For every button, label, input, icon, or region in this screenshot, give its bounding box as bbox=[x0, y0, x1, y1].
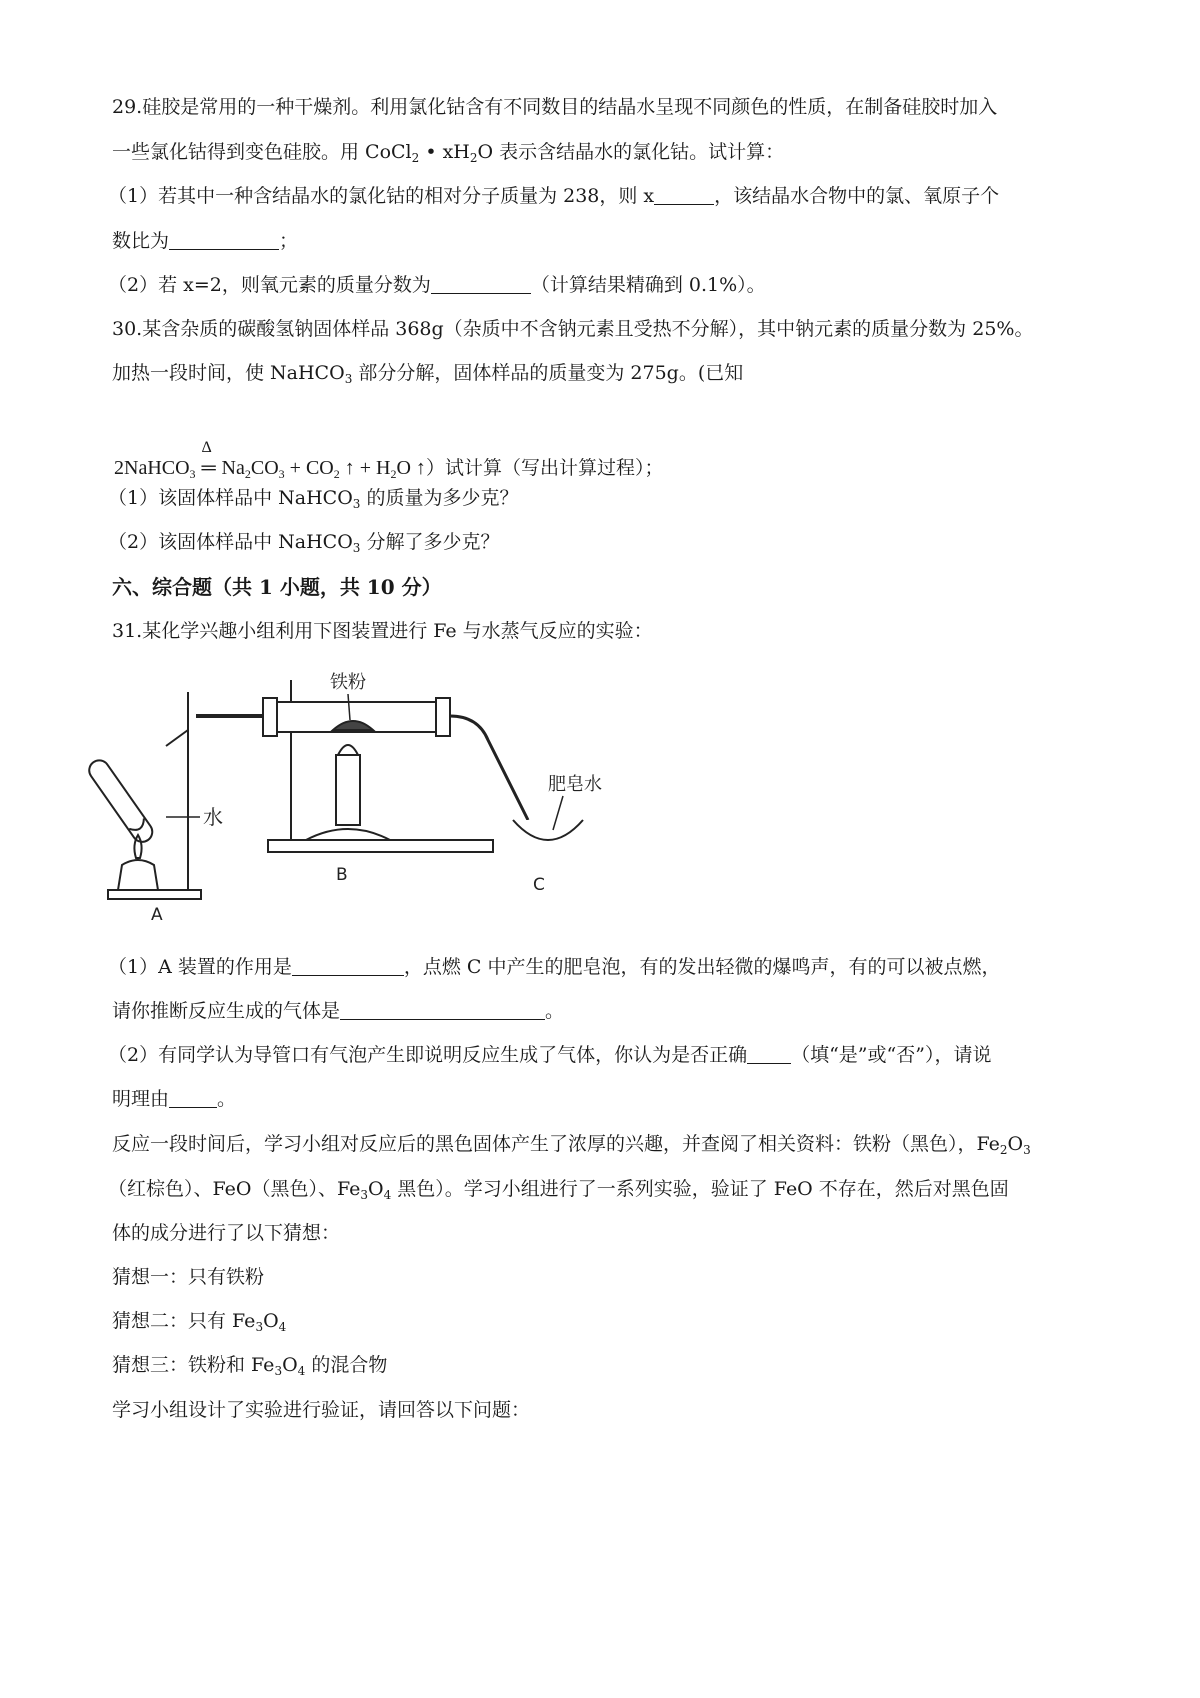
q29-part-2 bbox=[108, 272, 766, 298]
q30-sub-b: 3 bbox=[344, 372, 353, 386]
eq-product-1b-sub: 3 bbox=[278, 467, 285, 481]
answer-blank-yes-no[interactable] bbox=[747, 1045, 791, 1064]
answer-blank-x[interactable] bbox=[654, 186, 714, 205]
guess-2 bbox=[112, 1308, 286, 1334]
stopper-left bbox=[263, 698, 277, 736]
label-b: B bbox=[336, 865, 348, 885]
eq-reactant-sub: 3 bbox=[189, 467, 196, 481]
q29-line-2 bbox=[112, 139, 784, 165]
eq-reactant: 2NaHCO bbox=[114, 457, 190, 479]
q29-p1-text-a: （1）若其中一种含结晶水的氯化钴的相对分子质量为 238，则 x bbox=[108, 185, 655, 207]
answer-blank-device-a[interactable] bbox=[292, 957, 404, 976]
q31-intro bbox=[112, 618, 653, 644]
q31-info-1 bbox=[112, 1131, 1031, 1157]
q29-part-1-cont bbox=[112, 228, 298, 254]
q31-info1-b: 2 bbox=[999, 1143, 1008, 1157]
eq-gas-arrow: ↑ + bbox=[339, 457, 377, 479]
q30-p2-text-c: 分解了多少克？ bbox=[360, 531, 500, 553]
q31-info2-e: 黑色）。学习小组进行了一系列实验，验证了 FeO 不存在，然后对黑色固 bbox=[391, 1178, 1009, 1200]
q31-info2-b: 3 bbox=[360, 1188, 368, 1202]
q31-info2-c: O bbox=[368, 1178, 384, 1200]
stopper-right bbox=[436, 698, 450, 736]
guess-2-a: 猜想二：只有 Fe bbox=[112, 1310, 256, 1332]
eq-product-2: CO bbox=[305, 457, 334, 479]
guess-3-b: 3 bbox=[274, 1364, 283, 1378]
q31-p1-text-b: ，点燃 C 中产生的肥皂泡，有的发出轻微的爆鸣声，有的可以被点燃， bbox=[403, 956, 1001, 978]
q29-text-e: O 表示含结晶水的氯化钴。试计算： bbox=[477, 141, 785, 163]
q29-line-1-text: 29.硅胶是常用的一种干燥剂。利用氯化钴含有不同数目的结晶水呈现不同颜色的性质，在制备硅胶时加入 bbox=[112, 96, 998, 118]
q29-p1-text-c: 数比为 bbox=[112, 230, 170, 252]
eq-product-3-sub: 2 bbox=[390, 467, 397, 481]
q31-part-2 bbox=[108, 1042, 991, 1068]
section-heading bbox=[112, 574, 442, 600]
equals-symbol: ═ bbox=[201, 457, 216, 479]
q31-part-2-cont bbox=[112, 1086, 236, 1112]
guess-1 bbox=[112, 1264, 264, 1290]
q31-intro-text: 31.某化学兴趣小组利用下图装置进行 Fe 与水蒸气反应的实验： bbox=[112, 620, 653, 642]
eq-product-2-sub: 2 bbox=[333, 467, 340, 481]
q29-sub-d: 2 bbox=[469, 151, 478, 165]
q31-part-1 bbox=[108, 954, 1000, 980]
section-heading-text: 六、综合题（共 1 小题，共 10 分） bbox=[112, 575, 442, 599]
q31-p2-text-c: 明理由 bbox=[112, 1088, 170, 1110]
eq-tail-text: ）试计算（写出计算过程）； bbox=[425, 457, 664, 479]
label-c: C bbox=[533, 875, 545, 895]
eq-heat-sign bbox=[196, 439, 222, 480]
q29-p2-text-b: （计算结果精确到 0.1%）。 bbox=[530, 274, 766, 296]
q29-p1-text-d: ； bbox=[279, 230, 299, 252]
guess-3-e: 的混合物 bbox=[305, 1354, 388, 1376]
q31-info1-a: 反应一段时间后，学习小组对反应后的黑色固体产生了浓厚的兴趣，并查阅了相关资料：铁粉（黑色），Fe bbox=[112, 1133, 1000, 1155]
eq-product-1a: Na bbox=[221, 457, 245, 479]
guess-3-c: O bbox=[282, 1354, 298, 1376]
eq-product-1a-sub: 2 bbox=[244, 467, 251, 481]
q30-p1-text-c: 的质量为多少克？ bbox=[360, 487, 519, 509]
eq-plus: + bbox=[284, 457, 306, 479]
stand-b-base bbox=[268, 840, 493, 852]
delivery-tube-bc bbox=[450, 716, 528, 820]
q31-p1-text-d: 。 bbox=[545, 1000, 565, 1022]
alcohol-lamp-a bbox=[118, 860, 158, 890]
guess-2-d: 4 bbox=[278, 1320, 287, 1334]
q30-p1-text-a: （1）该固体样品中 NaHCO bbox=[108, 487, 353, 509]
q30-part-1 bbox=[108, 485, 518, 511]
q31-p2-text-a: （2）有同学认为导管口有气泡产生即说明反应生成了气体，你认为是否正确 bbox=[108, 1044, 748, 1066]
chemical-equation bbox=[114, 439, 664, 481]
q31-info2-d: 4 bbox=[383, 1188, 392, 1202]
q29-line-1 bbox=[112, 94, 997, 120]
q31-info3-text: 体的成分进行了以下猜想： bbox=[112, 1222, 341, 1244]
label-soapy-water: 肥皂水 bbox=[548, 774, 602, 795]
guess-3-a: 猜想三：铁粉和 Fe bbox=[112, 1354, 275, 1376]
q29-text-a: 一些氯化钴得到变色硅胶。用 CoCl bbox=[112, 141, 412, 163]
stand-a-base bbox=[108, 890, 201, 899]
answer-blank-mass-fraction[interactable] bbox=[431, 275, 531, 294]
q29-part-1 bbox=[108, 183, 999, 209]
guess-2-b: 3 bbox=[255, 1320, 264, 1334]
q30-line-1-text: 30.某含杂质的碳酸氢钠固体样品 368g（杂质中不含钠元素且受热不分解），其中钠元素的质量分数为 25%。 bbox=[112, 318, 1034, 340]
evaporating-dish bbox=[513, 820, 583, 840]
q30-line-1 bbox=[112, 316, 1033, 342]
answer-blank-reason[interactable] bbox=[169, 1089, 217, 1108]
eq-product-3: H bbox=[376, 457, 391, 479]
q31-info-2 bbox=[108, 1176, 1009, 1202]
q31-closing bbox=[112, 1397, 530, 1423]
answer-blank-gas[interactable] bbox=[340, 1001, 545, 1020]
q30-text-c: 部分分解，固体样品的质量变为 275g。(已知 bbox=[352, 362, 744, 384]
q29-text-c: • xH bbox=[419, 141, 470, 163]
q31-p1-text-a: （1）A 装置的作用是 bbox=[108, 956, 292, 978]
q30-p1-sub: 3 bbox=[352, 497, 361, 511]
q29-p2-text-a: （2）若 x=2，则氧元素的质量分数为 bbox=[108, 274, 431, 296]
q30-p2-sub: 3 bbox=[352, 541, 361, 555]
label-iron-powder: 铁粉 bbox=[330, 672, 366, 693]
guess-1-text: 猜想一：只有铁粉 bbox=[112, 1266, 265, 1288]
q31-p2-text-b: （填“是”或“否”），请说 bbox=[791, 1044, 992, 1066]
guess-2-c: O bbox=[263, 1310, 279, 1332]
label-water: 水 bbox=[203, 805, 223, 829]
guess-3-d: 4 bbox=[297, 1364, 306, 1378]
q30-text-a: 加热一段时间，使 NaHCO bbox=[112, 362, 345, 384]
apparatus-figure bbox=[108, 672, 608, 930]
q31-info1-c: O bbox=[1007, 1133, 1024, 1155]
clamp-a bbox=[166, 730, 188, 746]
q31-info2-a: （红棕色）、FeO（黑色）、Fe bbox=[108, 1178, 361, 1200]
q30-line-2 bbox=[112, 360, 743, 386]
q30-part-2 bbox=[108, 529, 499, 555]
burner-b-base bbox=[306, 829, 390, 840]
q31-info1-d: 3 bbox=[1023, 1143, 1031, 1157]
burner-b-tube bbox=[336, 755, 360, 825]
q31-p1-text-c: 请你推断反应生成的气体是 bbox=[112, 1000, 341, 1022]
q29-p1-text-b: ，该结晶水合物中的氯、氧原子个 bbox=[714, 185, 1000, 207]
flame-b bbox=[338, 745, 358, 755]
q31-part-1-cont bbox=[112, 998, 564, 1024]
test-tube-a bbox=[85, 756, 156, 845]
q31-closing-text: 学习小组设计了实验进行验证，请回答以下问题： bbox=[112, 1399, 531, 1421]
q29-sub-b: 2 bbox=[411, 151, 420, 165]
guess-3 bbox=[112, 1352, 387, 1378]
label-a: A bbox=[151, 905, 163, 925]
q31-info-3 bbox=[112, 1220, 340, 1246]
answer-blank-ratio[interactable] bbox=[169, 231, 279, 250]
q30-p2-text-a: （2）该固体样品中 NaHCO bbox=[108, 531, 353, 553]
delta-symbol: Δ bbox=[201, 439, 212, 456]
eq-product-1b: CO bbox=[250, 457, 279, 479]
q31-p2-text-d: 。 bbox=[217, 1088, 237, 1110]
eq-product-3b: O ↑ bbox=[396, 457, 426, 479]
